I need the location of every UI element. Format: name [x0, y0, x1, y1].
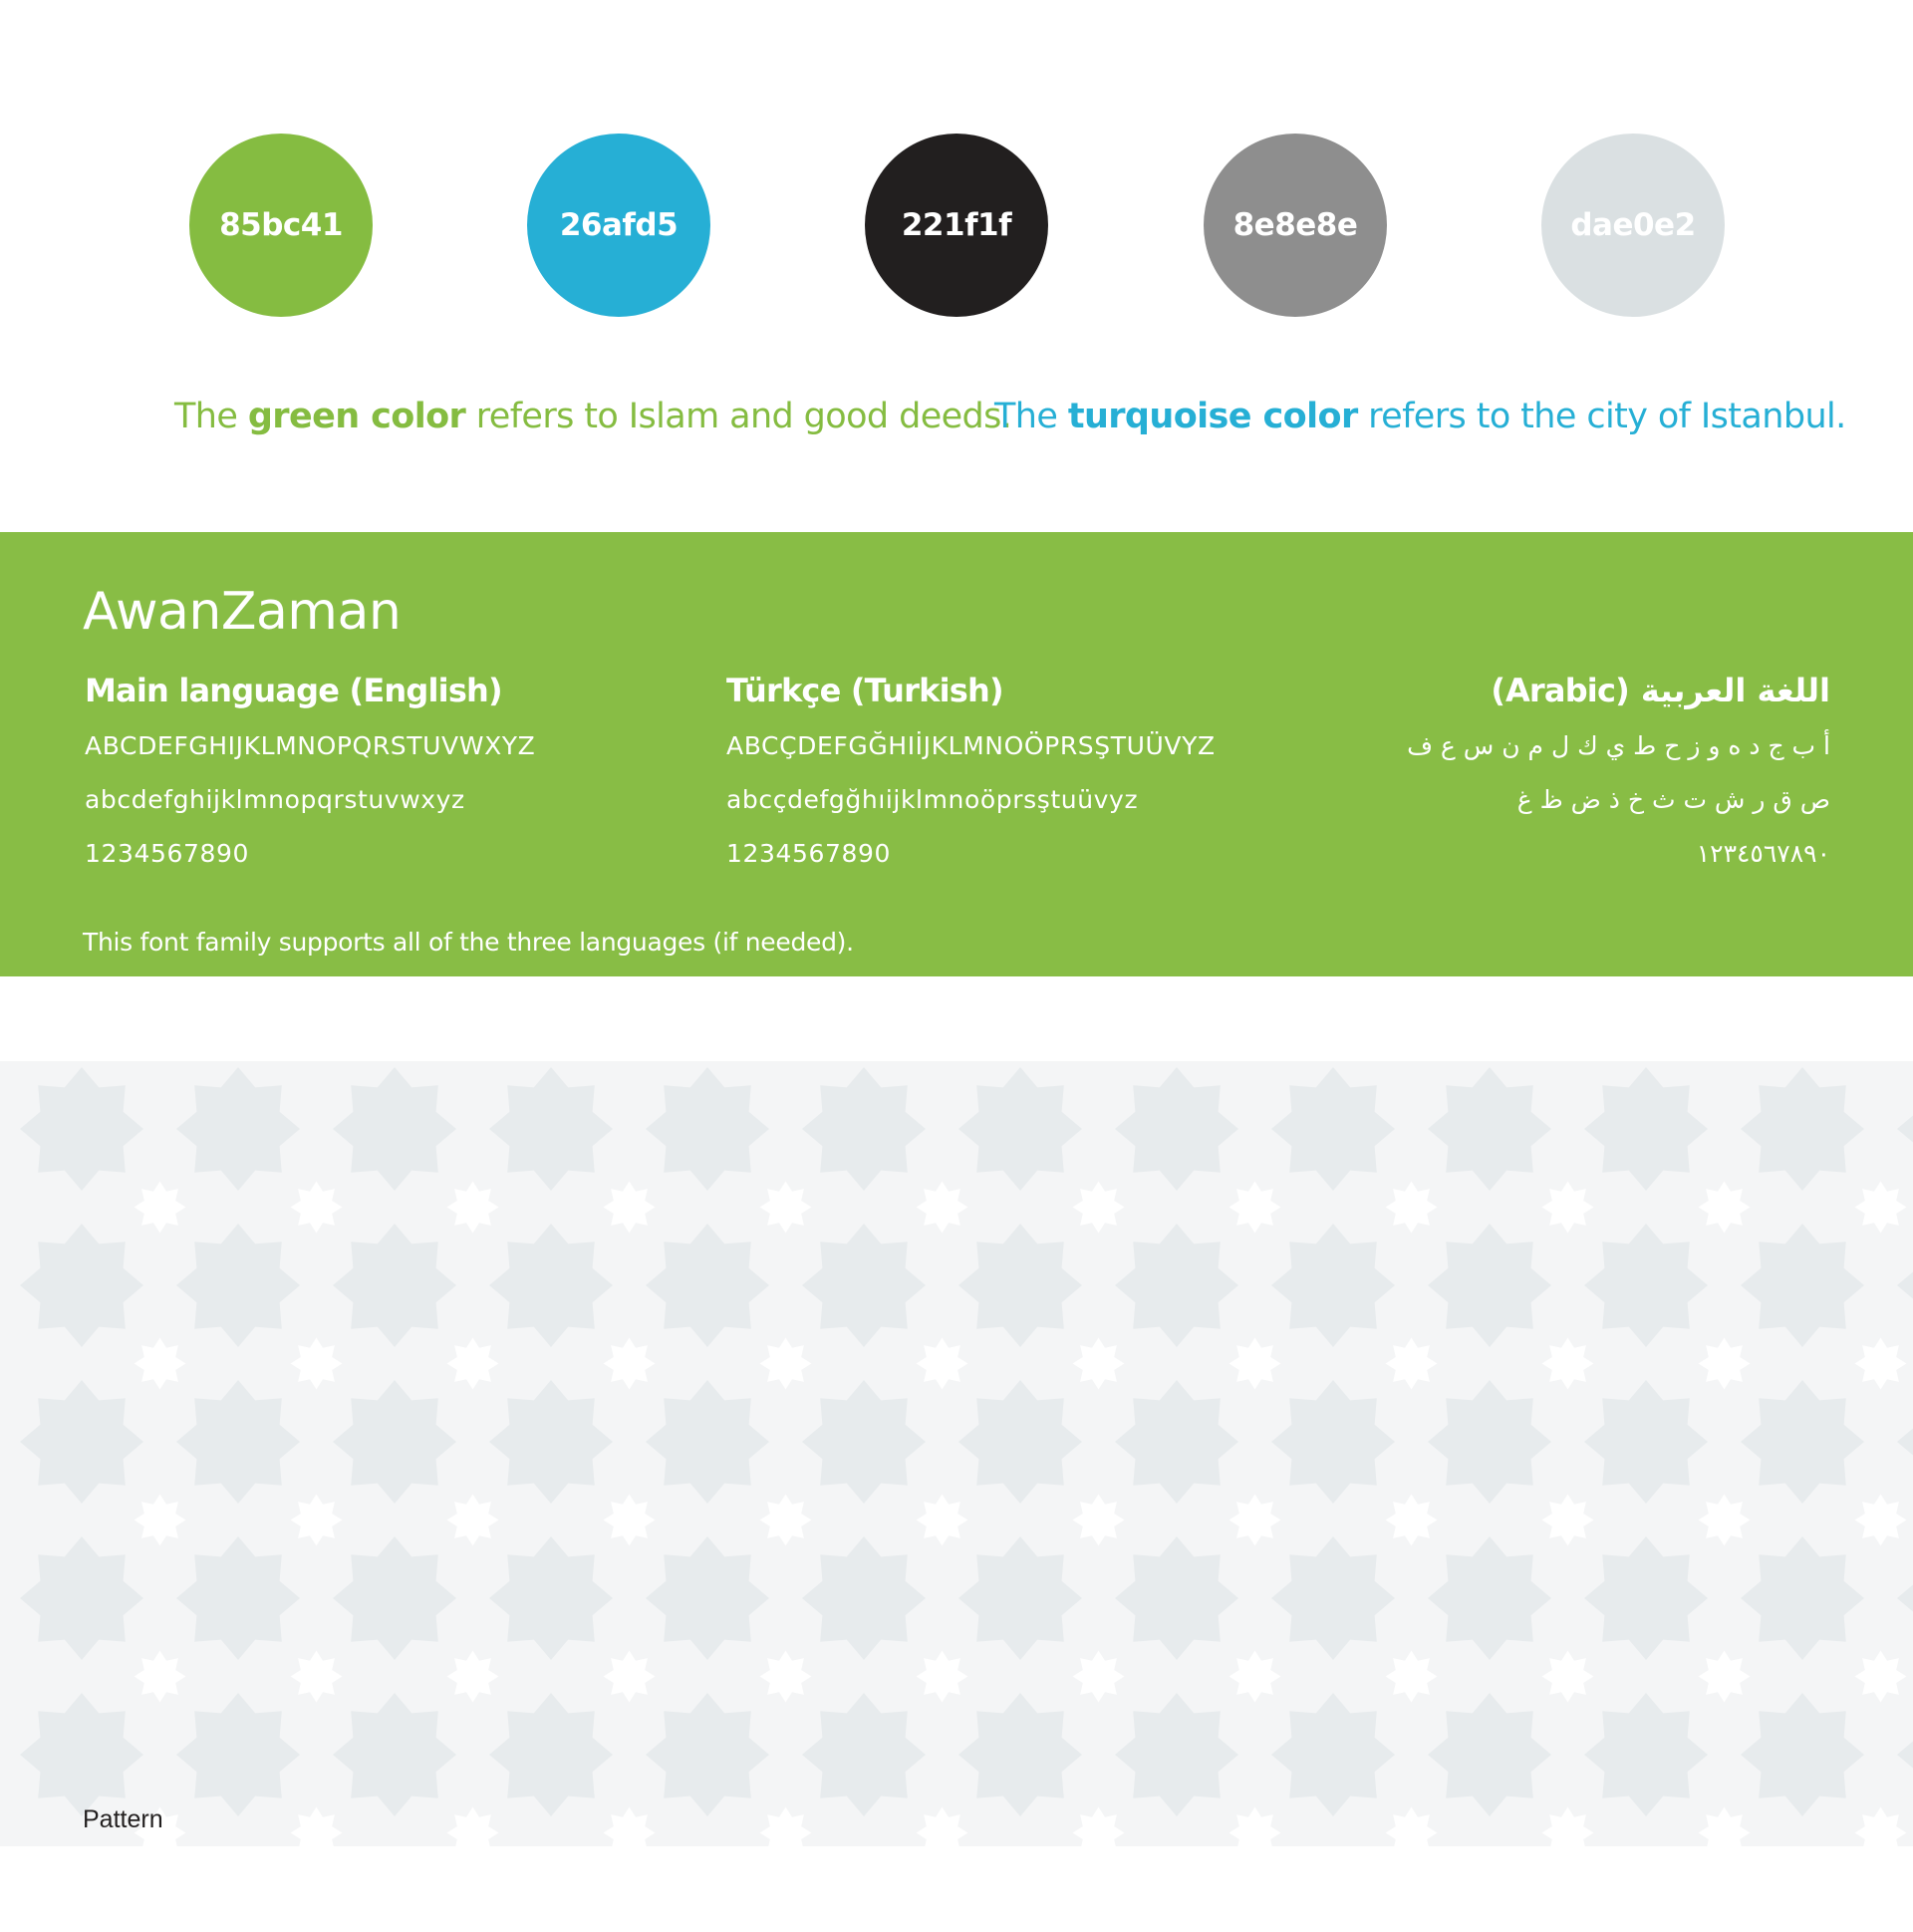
pattern-star	[1428, 1067, 1551, 1191]
pattern-small-star	[135, 1182, 186, 1234]
pattern-small-star	[1699, 1651, 1751, 1703]
typography-panel	[0, 532, 1913, 976]
pattern-small-star	[1230, 1338, 1281, 1390]
pattern-small-star	[1230, 1807, 1281, 1847]
pattern-star	[20, 1536, 143, 1660]
pattern-star	[802, 1067, 926, 1191]
pattern-star	[20, 1693, 143, 1816]
pattern-small-star	[917, 1651, 968, 1703]
pattern-star	[176, 1380, 300, 1504]
pattern-small-star	[1230, 1182, 1281, 1234]
star-pattern	[0, 1061, 1913, 1846]
pattern-star	[176, 1693, 300, 1816]
swatch-gray	[1204, 134, 1387, 317]
pattern-small-star	[1230, 1495, 1281, 1546]
font-support-note: This font family supports all of the three languages (if needed).	[83, 928, 854, 957]
pattern-small-star	[1542, 1182, 1594, 1234]
pattern-small-star	[1699, 1182, 1751, 1234]
pattern-small-star	[917, 1807, 968, 1847]
pattern-star	[646, 1693, 769, 1816]
pattern-star	[1271, 1224, 1395, 1347]
pattern-small-star	[1386, 1807, 1438, 1847]
note-emphasis: turquoise color	[1067, 397, 1358, 436]
font-name: AwanZaman	[83, 582, 402, 642]
english-digits: 1234567890	[85, 839, 250, 868]
english-title: Main language (English)	[85, 672, 502, 709]
pattern-small-star	[1073, 1651, 1125, 1703]
note-text: The	[174, 397, 248, 436]
pattern-small-star	[1855, 1338, 1907, 1390]
english-uppercase: ABCDEFGHIJKLMNOPQRSTUVWXYZ	[85, 731, 536, 760]
arabic-digits: ١٢٣٤٥٦٧٨٩٠	[1696, 839, 1830, 868]
english-lowercase: abcdefghijklmnopqrstuvwxyz	[85, 785, 465, 814]
pattern-small-star	[760, 1182, 812, 1234]
pattern-small-star	[1073, 1182, 1125, 1234]
pattern-star	[1115, 1067, 1238, 1191]
note-text: refers to Islam and good deeds.	[465, 397, 1012, 436]
pattern-star	[1115, 1380, 1238, 1504]
green-color-note	[174, 397, 1011, 436]
pattern-star	[176, 1536, 300, 1660]
pattern-star	[1897, 1067, 1913, 1191]
pattern-small-star	[1073, 1807, 1125, 1847]
pattern-star	[1741, 1536, 1864, 1660]
pattern-star	[1271, 1693, 1395, 1816]
pattern-star	[489, 1224, 613, 1347]
english-column	[85, 672, 536, 868]
pattern-star	[333, 1224, 456, 1347]
pattern-small-star	[1542, 1338, 1594, 1390]
swatch-label: 85bc41	[219, 207, 343, 243]
pattern-small-star	[1699, 1495, 1751, 1546]
pattern-small-star	[604, 1495, 656, 1546]
swatch-label: 8e8e8e	[1232, 207, 1358, 243]
arabic-column	[1232, 672, 1830, 868]
pattern-star	[958, 1067, 1082, 1191]
pattern-label: Pattern	[83, 1805, 163, 1833]
note-text: refers to the city of Istanbul.	[1357, 397, 1846, 436]
pattern-star	[802, 1693, 926, 1816]
pattern-small-star	[1855, 1807, 1907, 1847]
pattern-small-star	[291, 1807, 343, 1847]
pattern-small-star	[447, 1182, 499, 1234]
pattern-small-star	[135, 1651, 186, 1703]
pattern-star	[1428, 1693, 1551, 1816]
pattern-small-star	[291, 1651, 343, 1703]
pattern-small-star	[760, 1338, 812, 1390]
pattern-small-star	[604, 1338, 656, 1390]
pattern-small-star	[447, 1338, 499, 1390]
turkish-digits: 1234567890	[726, 839, 892, 868]
pattern-star	[489, 1693, 613, 1816]
pattern-small-star	[1542, 1651, 1594, 1703]
pattern-star	[1115, 1224, 1238, 1347]
pattern-star	[1115, 1536, 1238, 1660]
pattern-small-star	[1386, 1338, 1438, 1390]
note-text: The	[994, 397, 1068, 436]
pattern-small-star	[604, 1807, 656, 1847]
pattern-star	[958, 1380, 1082, 1504]
pattern-star	[1584, 1067, 1708, 1191]
pattern-star	[1741, 1067, 1864, 1191]
pattern-small-star	[1855, 1651, 1907, 1703]
pattern-small-star	[135, 1338, 186, 1390]
pattern-small-star	[1855, 1495, 1907, 1546]
swatch-green	[189, 134, 373, 317]
pattern-star	[489, 1536, 613, 1660]
pattern-small-star	[1699, 1338, 1751, 1390]
pattern-star	[1428, 1380, 1551, 1504]
pattern-star	[802, 1536, 926, 1660]
pattern-star	[1897, 1536, 1913, 1660]
pattern-star	[333, 1380, 456, 1504]
pattern-star	[1271, 1067, 1395, 1191]
pattern-star	[1741, 1693, 1864, 1816]
pattern-small-star	[760, 1651, 812, 1703]
pattern-section	[0, 1061, 1913, 1846]
pattern-star	[333, 1067, 456, 1191]
pattern-star	[802, 1224, 926, 1347]
pattern-small-star	[917, 1338, 968, 1390]
swatch-light-gray	[1541, 134, 1725, 317]
pattern-star	[1584, 1380, 1708, 1504]
pattern-star	[489, 1067, 613, 1191]
pattern-small-star	[447, 1651, 499, 1703]
pattern-star	[1584, 1536, 1708, 1660]
pattern-small-star	[1386, 1651, 1438, 1703]
pattern-star	[646, 1536, 769, 1660]
pattern-small-star	[1386, 1182, 1438, 1234]
pattern-small-star	[604, 1182, 656, 1234]
pattern-small-star	[135, 1495, 186, 1546]
pattern-star	[958, 1224, 1082, 1347]
pattern-small-star	[1073, 1495, 1125, 1546]
turquoise-color-note	[994, 397, 1846, 436]
arabic-letters-row-1: أ ب ج د ه و ز ح ط ي ك ل م ن س ع ف	[1407, 731, 1830, 760]
pattern-star	[333, 1536, 456, 1660]
pattern-small-star	[1542, 1495, 1594, 1546]
pattern-star	[1741, 1380, 1864, 1504]
pattern-star	[1741, 1224, 1864, 1347]
pattern-star	[176, 1224, 300, 1347]
pattern-star	[20, 1380, 143, 1504]
pattern-star	[333, 1693, 456, 1816]
pattern-star	[958, 1693, 1082, 1816]
pattern-star	[20, 1224, 143, 1347]
pattern-small-star	[760, 1495, 812, 1546]
pattern-star	[176, 1067, 300, 1191]
pattern-small-star	[1073, 1338, 1125, 1390]
pattern-star	[20, 1067, 143, 1191]
pattern-star	[646, 1224, 769, 1347]
color-palette	[0, 134, 1913, 317]
swatch-black	[865, 134, 1048, 317]
pattern-star	[958, 1536, 1082, 1660]
color-notes	[0, 397, 1913, 446]
pattern-star	[802, 1380, 926, 1504]
turkish-lowercase: abcçdefgğhıijklmnoöprsştuüvyz	[726, 785, 1139, 814]
pattern-small-star	[1542, 1807, 1594, 1847]
pattern-star	[1428, 1224, 1551, 1347]
pattern-star	[1897, 1693, 1913, 1816]
arabic-letters-row-2: ص ق ر ش ت ث خ ذ ض ظ غ	[1516, 785, 1830, 814]
pattern-star	[1897, 1224, 1913, 1347]
pattern-small-star	[447, 1807, 499, 1847]
pattern-small-star	[1855, 1182, 1907, 1234]
pattern-star	[1897, 1380, 1913, 1504]
pattern-star	[1428, 1536, 1551, 1660]
pattern-small-star	[447, 1495, 499, 1546]
pattern-star	[1115, 1693, 1238, 1816]
turkish-uppercase: ABCÇDEFGĞHIİJKLMNOÖPRSŞTUÜVYZ	[726, 731, 1216, 760]
swatch-turquoise	[527, 134, 710, 317]
turkish-column	[726, 672, 1216, 868]
pattern-small-star	[1699, 1807, 1751, 1847]
pattern-small-star	[1230, 1651, 1281, 1703]
pattern-small-star	[291, 1338, 343, 1390]
arabic-title: اللغة العربية (Arabic)	[1491, 672, 1830, 709]
swatch-label: 221f1f	[901, 207, 1012, 243]
turkish-title: Türkçe (Turkish)	[726, 672, 1003, 709]
pattern-star	[646, 1380, 769, 1504]
pattern-small-star	[917, 1495, 968, 1546]
pattern-small-star	[760, 1807, 812, 1847]
pattern-small-star	[604, 1651, 656, 1703]
pattern-small-star	[917, 1182, 968, 1234]
pattern-star	[1271, 1536, 1395, 1660]
pattern-star	[1584, 1693, 1708, 1816]
note-emphasis: green color	[247, 397, 466, 436]
pattern-small-star	[1386, 1495, 1438, 1546]
pattern-star	[489, 1380, 613, 1504]
swatch-label: dae0e2	[1570, 207, 1696, 243]
swatch-label: 26afd5	[559, 207, 679, 243]
pattern-small-star	[291, 1495, 343, 1546]
pattern-star	[1584, 1224, 1708, 1347]
pattern-star	[1271, 1380, 1395, 1504]
pattern-star	[646, 1067, 769, 1191]
pattern-small-star	[291, 1182, 343, 1234]
